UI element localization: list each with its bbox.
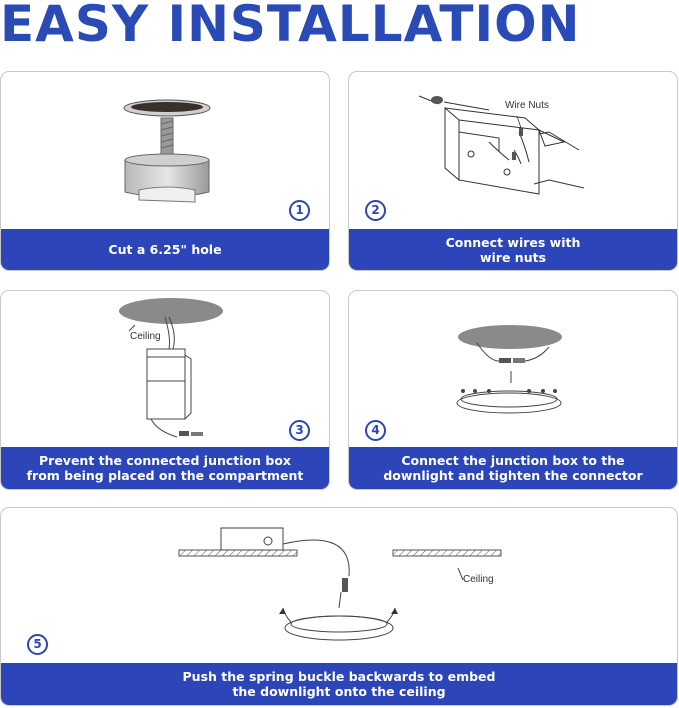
junction-box-illustration xyxy=(1,291,330,451)
caption-line: downlight and tighten the connector xyxy=(383,468,643,483)
wire-nuts-illustration xyxy=(349,72,678,232)
step-caption-3 xyxy=(1,447,329,489)
caption-line: from being placed on the compartment xyxy=(26,468,304,483)
step-number-4: 4 xyxy=(365,420,386,441)
page-title: EASY INSTALLATION xyxy=(0,0,581,53)
step-number-5: 5 xyxy=(27,634,48,655)
step-caption-5 xyxy=(1,663,677,705)
step-caption-4 xyxy=(349,447,677,489)
step-caption-1 xyxy=(1,229,329,270)
mounting-illustration xyxy=(1,508,678,668)
step-card-4 xyxy=(348,290,678,490)
caption-line: the downlight onto the ceiling xyxy=(232,684,446,699)
ceiling-label: Ceiling xyxy=(130,331,161,342)
connector-illustration xyxy=(349,291,678,451)
step-card-2 xyxy=(348,71,678,271)
step-card-5 xyxy=(0,507,678,706)
cut-hole-illustration xyxy=(1,72,330,232)
step-card-1 xyxy=(0,71,330,271)
step-number-1: 1 xyxy=(289,200,310,221)
caption-line: Cut a 6.25" hole xyxy=(108,242,222,257)
step-card-3 xyxy=(0,290,330,490)
wire-nuts-label: Wire Nuts xyxy=(505,100,549,111)
caption-line: Connect the junction box to the xyxy=(401,453,625,468)
ceiling-label: Ceiling xyxy=(463,574,494,585)
step-number-2: 2 xyxy=(365,200,386,221)
step-number-3: 3 xyxy=(289,420,310,441)
step-caption-2 xyxy=(349,229,677,270)
caption-line: wire nuts xyxy=(479,249,547,265)
caption-line: Connect wires with xyxy=(445,234,581,250)
caption-line: Prevent the connected junction box xyxy=(39,453,291,468)
caption-line: Push the spring buckle backwards to embed xyxy=(182,669,496,684)
